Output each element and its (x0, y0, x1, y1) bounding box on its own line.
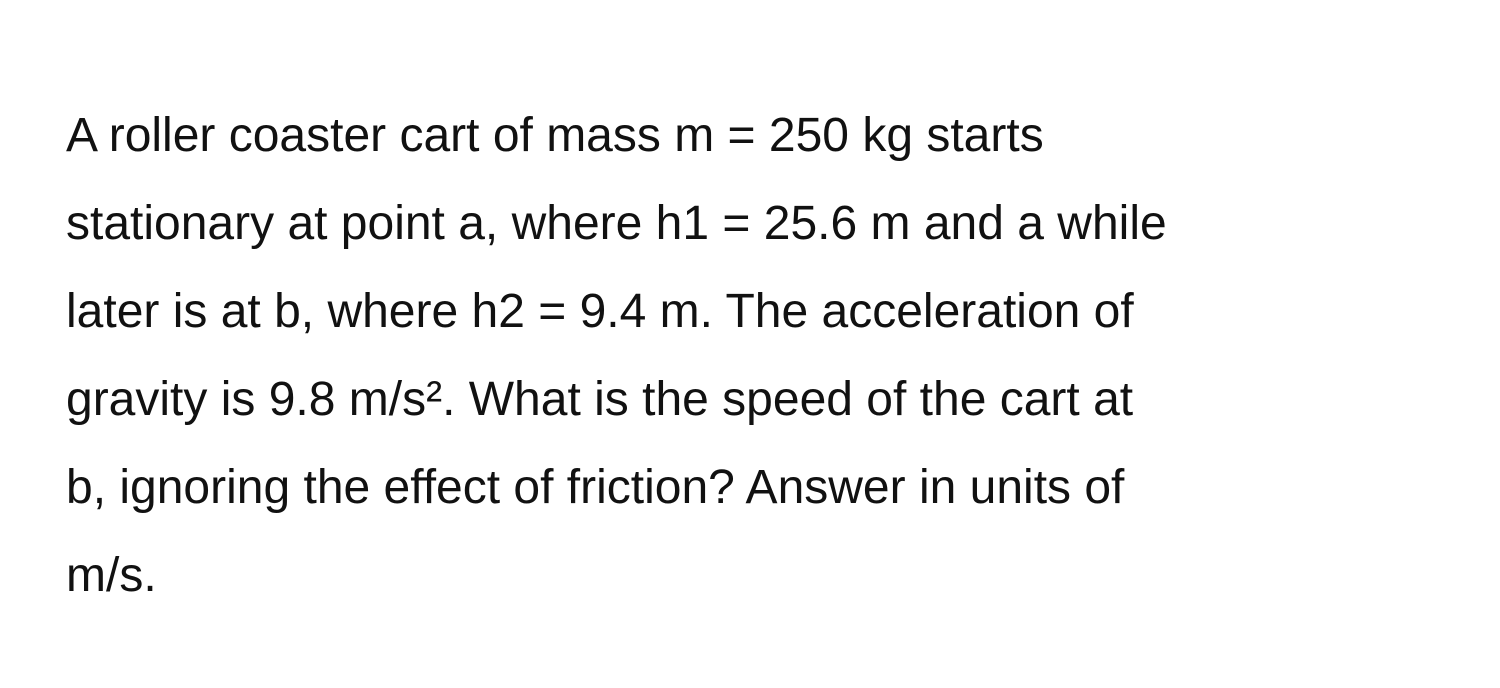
problem-statement (66, 92, 1446, 620)
problem-line-1: A roller coaster cart of mass m = 250 kg starts (66, 109, 1044, 162)
problem-line-6: m/s. (66, 549, 157, 602)
problem-line-2: stationary at point a, where h1 = 25.6 m and a while (66, 197, 1167, 250)
problem-line-4: gravity is 9.8 m/s². What is the speed of the cart at (66, 373, 1134, 426)
problem-line-5: b, ignoring the effect of friction? Answer in units of (66, 461, 1125, 514)
problem-line-3: later is at b, where h2 = 9.4 m. The acceleration of (66, 285, 1134, 338)
